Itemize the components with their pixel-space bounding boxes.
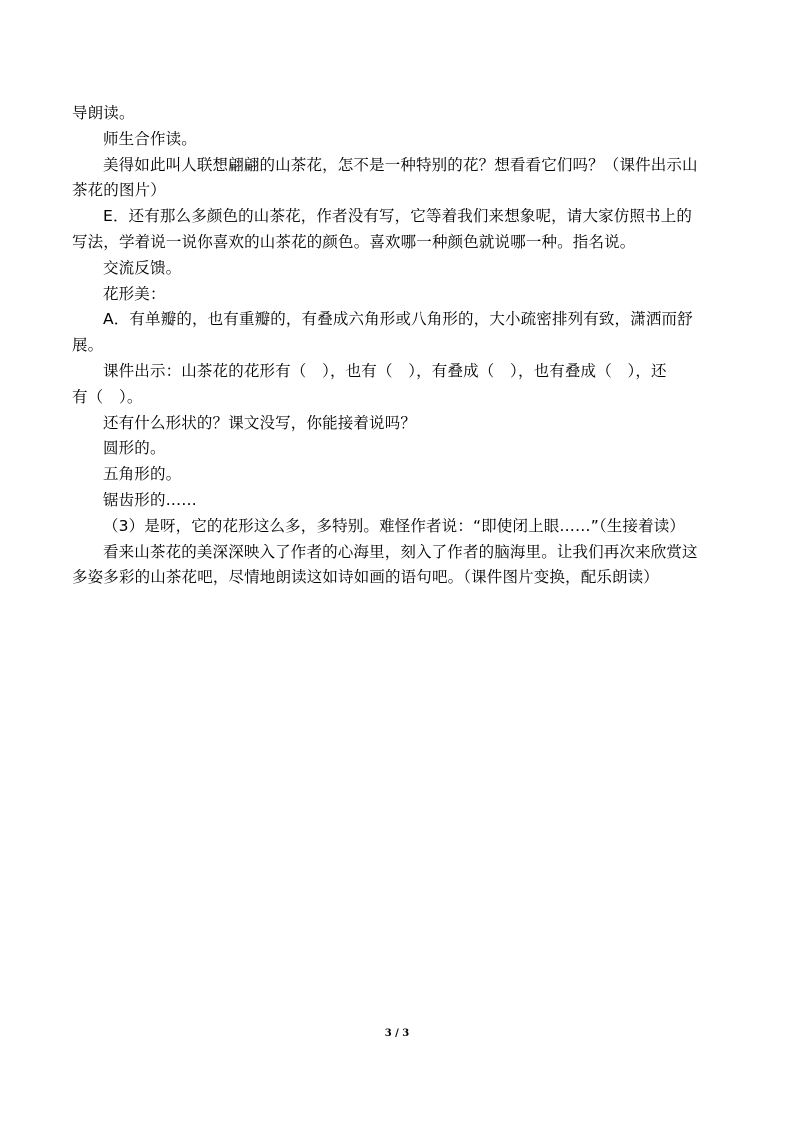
- text-line: （3）是呀，它的花形这么多，多特别。难怪作者说：“即使闭上眼……”（生接着读）: [103, 516, 686, 535]
- text-line: 师生合作读。: [103, 129, 197, 148]
- text-line: 课件出示：山茶花的花形有（ ），也有（ ），有叠成（ ），也有叠成（ ），还: [103, 361, 667, 380]
- text-line: 展。: [72, 336, 104, 355]
- page-number: 3 / 3: [384, 1028, 410, 1039]
- text-line: 圆形的。: [103, 439, 166, 458]
- text-line: 看来山茶花的美深深映入了作者的心海里，刻入了作者的脑海里。让我们再次来欣赏这: [103, 542, 698, 561]
- text-line: 有（ ）。: [72, 387, 143, 406]
- text-line: 交流反馈。: [103, 258, 182, 277]
- text-line: 写法，学着说一说你喜欢的山茶花的颜色。喜欢哪一种颜色就说哪一种。指名说。: [72, 232, 636, 251]
- text-line: 导朗读。: [72, 104, 135, 122]
- text-line: 五角形的。: [103, 465, 182, 484]
- text-line: E．还有那么多颜色的山茶花，作者没有写，它等着我们来想象呢，请大家仿照书上的: [103, 207, 692, 226]
- text-line: 锯齿形的……: [103, 490, 197, 509]
- text-line: 花形美：: [103, 284, 166, 303]
- text-line: 还有什么形状的？课文没写，你能接着说吗？: [103, 413, 417, 432]
- text-line: A．有单瓣的，也有重瓣的，有叠成六角形或八角形的，大小疏密排列有致，潇洒而舒: [103, 310, 693, 329]
- text-line: 多姿多彩的山茶花吧，尽情地朗读这如诗如画的语句吧。（课件图片变换，配乐朗读）: [72, 568, 659, 587]
- text-line: 茶花的图片）: [72, 181, 166, 200]
- text-line: 美得如此叫人联想翩翩的山茶花，怎不是一种特别的花？想看看它们吗？（课件出示山: [103, 155, 698, 174]
- lesson-text-body: [72, 101, 724, 591]
